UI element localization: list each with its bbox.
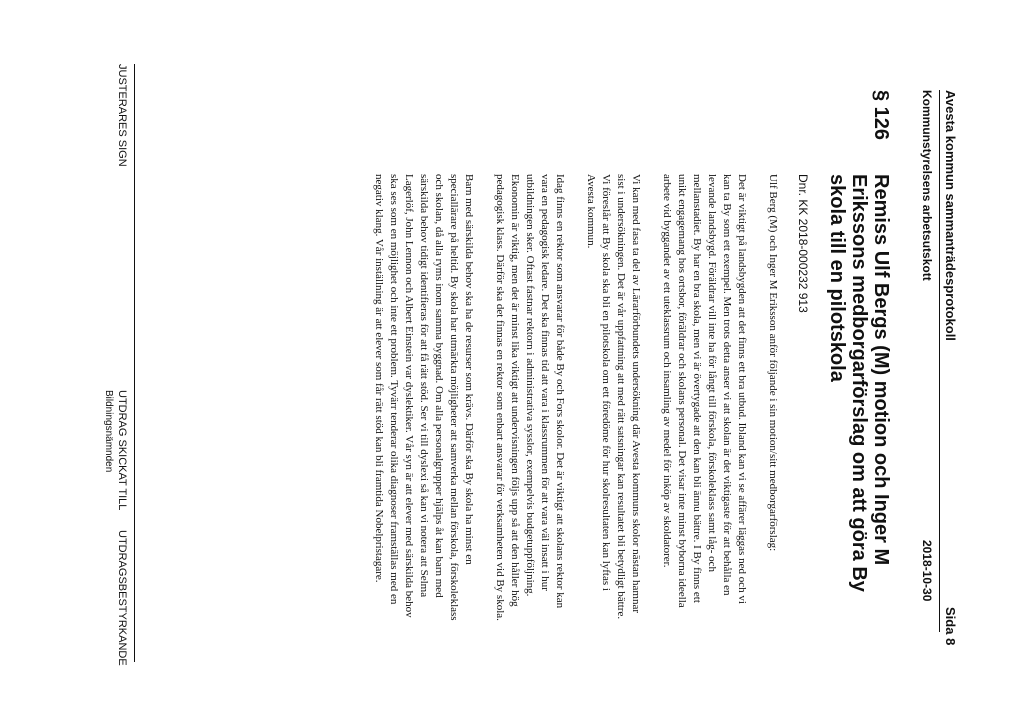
meeting-date: 2018-10-30 xyxy=(920,540,934,602)
document-title: Avesta kommun sammanträdesprotokoll xyxy=(943,90,958,341)
section-number: § 126 xyxy=(870,90,892,141)
footer-recipient: Bildningsnämnden xyxy=(103,390,114,473)
paragraph: Vi kan med fasa ta del av Lärarförbundets undersökning där Avesta kommuns skolor nästan hamnar sist i undersökningen. Det är vår uppfattning att med rätt satsningar kan resultatet bli betydligt bättre. Vi föreslår att By skola ska bli en pilotskola om ett föredöme för hur skolresultaten kan lyftas i Avesta kommun. xyxy=(585,174,642,620)
paragraph: Barn med särskilda behov ska ha de resurser som krävs. Därför ska By skola ha minst en speciallärare på heltid. By skola har utmärkta möjligheter att samverka mellan förskola, förskoleklass och skolan, då alla ryms inom samma byggnad. Om alla personalgrupper hjälps åt kan barn med särskilda behov tidigt identifieras för att få rätt stöd. Ser vi till dyslexi så kan vi notera att Selma Lagerlöf, John Lennon och Albert Einstein var dyslektiker. Vår syn är att elever med särskilda behov ska ses som en möjlighet och inte ett problem. Tyvärr tenderar olika diagnoser framställas med en negativ klang. Vår inställning är att elever som får rätt stöd kan bli framtida Nobelpristagare. xyxy=(373,174,475,621)
footer-sent-to xyxy=(103,390,128,510)
body-text xyxy=(355,174,780,622)
paragraph: Det är viktigt på landsbygden att det finns ett bra utbud. Ibland kan vi se affärer läggas ned och vi kan ta By som ett exempel. Men trots detta anser vi att skolan är det viktigaste för att behålla en levande landsbygd. Föräldrar vill inte ha för långt till förskola, förskoleklass samt låg- och mellanstadiet. By har en bra skola, men vi är övertygade att den kan bli ännu bättre. I By finns ett unikt engagemang hos ortsbor, föräldrar och skolans personal. Det visar inte minst byborna ideella arbete vid byggandet av ett uteklassrum och insamling av medel för inköp av skoldatorer. xyxy=(661,174,748,608)
paragraph: Idag finns en rektor som ansvarar för både By och Fors skolor. Det är viktigt att skolans rektor kan vara en pedagogisk ledare. Det ska finnas tid att vara i klassrummen för att vara väl insatt i hur utbildningen sker. Oftast fastnar rektorn i administrativa sysslor, exempelvis budgetuppföljning. Ekonomin är viktig, men det är minst lika viktigt att undervisningen följs upp så att den håller hög pedagogisk klass. Därför ska det finnas en rektor som enbart ansvarar för verksamheten vid By skola. xyxy=(494,174,566,621)
paragraph: Ulf Berg (M) och Inger M Eriksson anför följande i sin motion/sitt medborgarförslag: xyxy=(767,174,779,552)
case-number: Dnr. KK 2018-000232 913 xyxy=(796,174,810,313)
footer-certification-label: UTDRAGSBESTYRKANDE xyxy=(116,530,128,666)
footer-divider xyxy=(134,64,135,662)
footer-signature-label: JUSTERARES SIGN xyxy=(116,64,128,167)
header-divider xyxy=(939,90,940,632)
footer-sent-label: UTDRAG SKICKAT TILL xyxy=(116,390,128,511)
section-title: Remiss Ulf Bergs (M) motion och Inger M Erikssons medborgarförslag om att göra By skola till en pilotskola xyxy=(826,174,892,592)
organ-name: Kommunstyrelsens arbetsutskott xyxy=(920,90,934,281)
page-number: Sida 8 xyxy=(943,607,958,646)
